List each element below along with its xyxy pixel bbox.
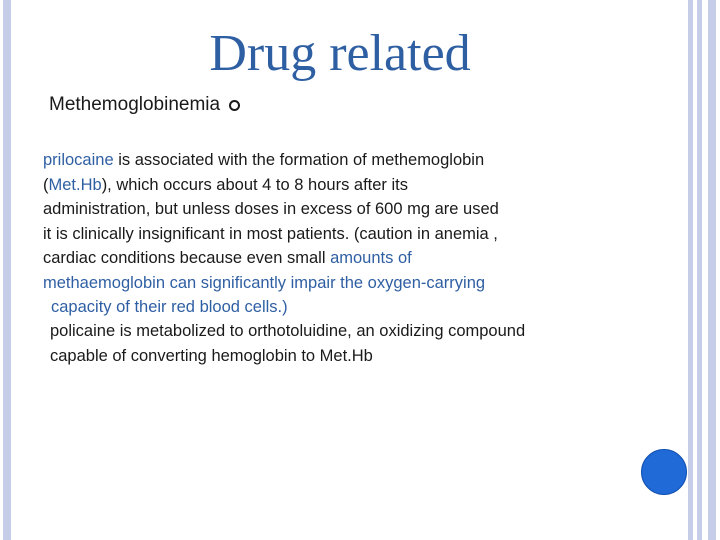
paragraph-line — [43, 271, 643, 296]
text-segment: it is clinically insignificant in most patients. (caution in anemia , — [43, 224, 498, 243]
paragraph-line — [43, 222, 643, 247]
paragraph-line — [43, 246, 643, 271]
blue-circle-decoration-icon — [641, 449, 687, 495]
text-segment: cardiac conditions because even small — [43, 249, 331, 267]
subheading-text: Methemoglobinemia — [49, 94, 221, 115]
paragraph-line: capable of converting hemoglobin to Met.Hb — [50, 346, 373, 365]
hollow-circle-bullet-icon — [229, 100, 240, 111]
abbreviation: Met.Hb — [48, 175, 102, 194]
paragraph-line — [43, 173, 643, 198]
right-border-bar-2 — [697, 0, 702, 540]
right-border-bar-3 — [708, 0, 716, 540]
text-segment-highlight: methaemoglobin can significantly impair the oxygen-carrying — [43, 273, 486, 292]
text-segment: is associated with the formation of methemoglobin — [113, 151, 485, 169]
drug-name: prilocaine — [43, 151, 114, 169]
paragraph-prilocaine — [43, 148, 643, 320]
subheading — [49, 93, 240, 117]
right-border-bar-1 — [688, 0, 693, 540]
paragraph-line — [43, 197, 643, 222]
paragraph-line — [43, 295, 643, 320]
paragraph-line: policaine is metabolized to orthotoluidine, an oxidizing compound — [50, 322, 526, 340]
slide-title: Drug related — [209, 25, 471, 82]
left-border-bar — [3, 0, 11, 540]
text-segment: ( — [43, 175, 49, 194]
paragraph-line — [43, 148, 643, 173]
text-segment: administration, but unless doses in excess of 600 mg are used — [43, 200, 499, 218]
text-segment: ), which occurs about 4 to 8 hours after its — [101, 175, 409, 194]
paragraph-policaine — [50, 319, 650, 368]
text-segment-highlight: capacity of their red blood cells.) — [51, 298, 288, 316]
text-segment-highlight: amounts of — [330, 249, 412, 267]
